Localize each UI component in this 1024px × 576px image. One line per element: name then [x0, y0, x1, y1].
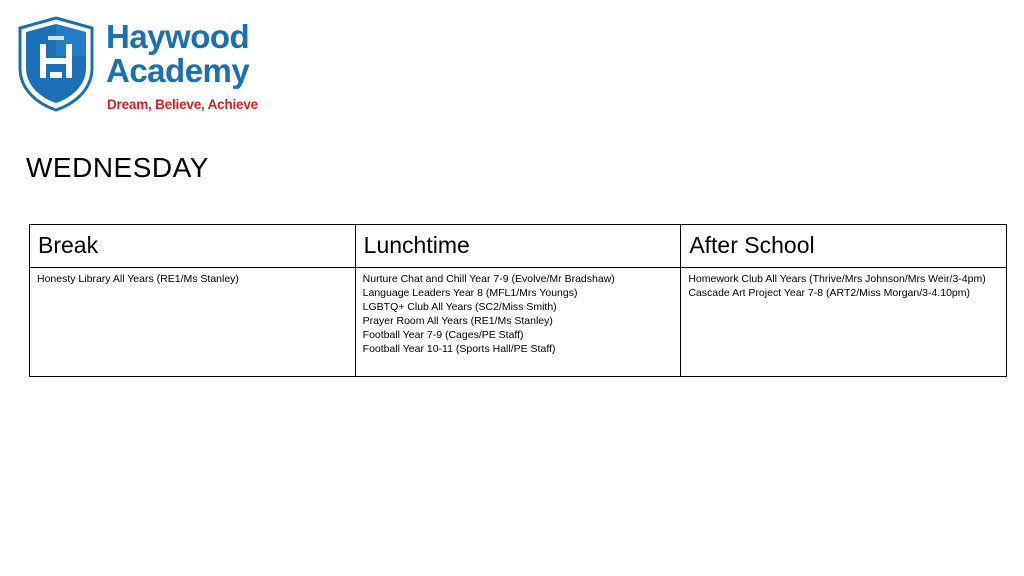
activity-entry: Nurture Chat and Chill Year 7-9 (Evolve/Mr Bradshaw) [362, 273, 615, 285]
column-header-break: Break [30, 225, 356, 268]
column-header-lunchtime: Lunchtime [355, 225, 681, 268]
activity-entry: Honesty Library All Years (RE1/Ms Stanley) [37, 273, 239, 285]
activities-table [29, 224, 1007, 377]
activity-entry: Cascade Art Project Year 7-8 (ART2/Miss Morgan/3-4.10pm) [688, 287, 970, 299]
lunchtime-activities-cell [355, 268, 681, 377]
activity-entry: Language Leaders Year 8 (MFL1/Mrs Youngs) [362, 287, 578, 299]
shield-crest-icon [16, 16, 96, 112]
day-title: WEDNESDAY [26, 152, 209, 183]
activity-entry: LGBTQ+ Club All Years (SC2/Miss Smith) [362, 301, 557, 313]
after-school-activities-cell [681, 268, 1007, 377]
column-header-after-school: After School [681, 225, 1007, 268]
school-name-line2: Academy [106, 52, 250, 89]
table-row [30, 268, 1007, 377]
school-logo [16, 16, 266, 116]
school-motto: Dream, Believe, Achieve [107, 97, 258, 112]
activity-entry: Football Year 10-11 (Sports Hall/PE Staff) [362, 343, 556, 355]
activity-entry: Football Year 7-9 (Cages/PE Staff) [362, 329, 524, 341]
school-name-line1: Haywood [106, 18, 250, 55]
break-activities-cell [30, 268, 356, 377]
table-header-row [30, 225, 1007, 268]
activity-entry: Prayer Room All Years (RE1/Ms Stanley) [362, 315, 553, 327]
activity-entry: Homework Club All Years (Thrive/Mrs Johnson/Mrs Weir/3-4pm) [688, 273, 986, 285]
